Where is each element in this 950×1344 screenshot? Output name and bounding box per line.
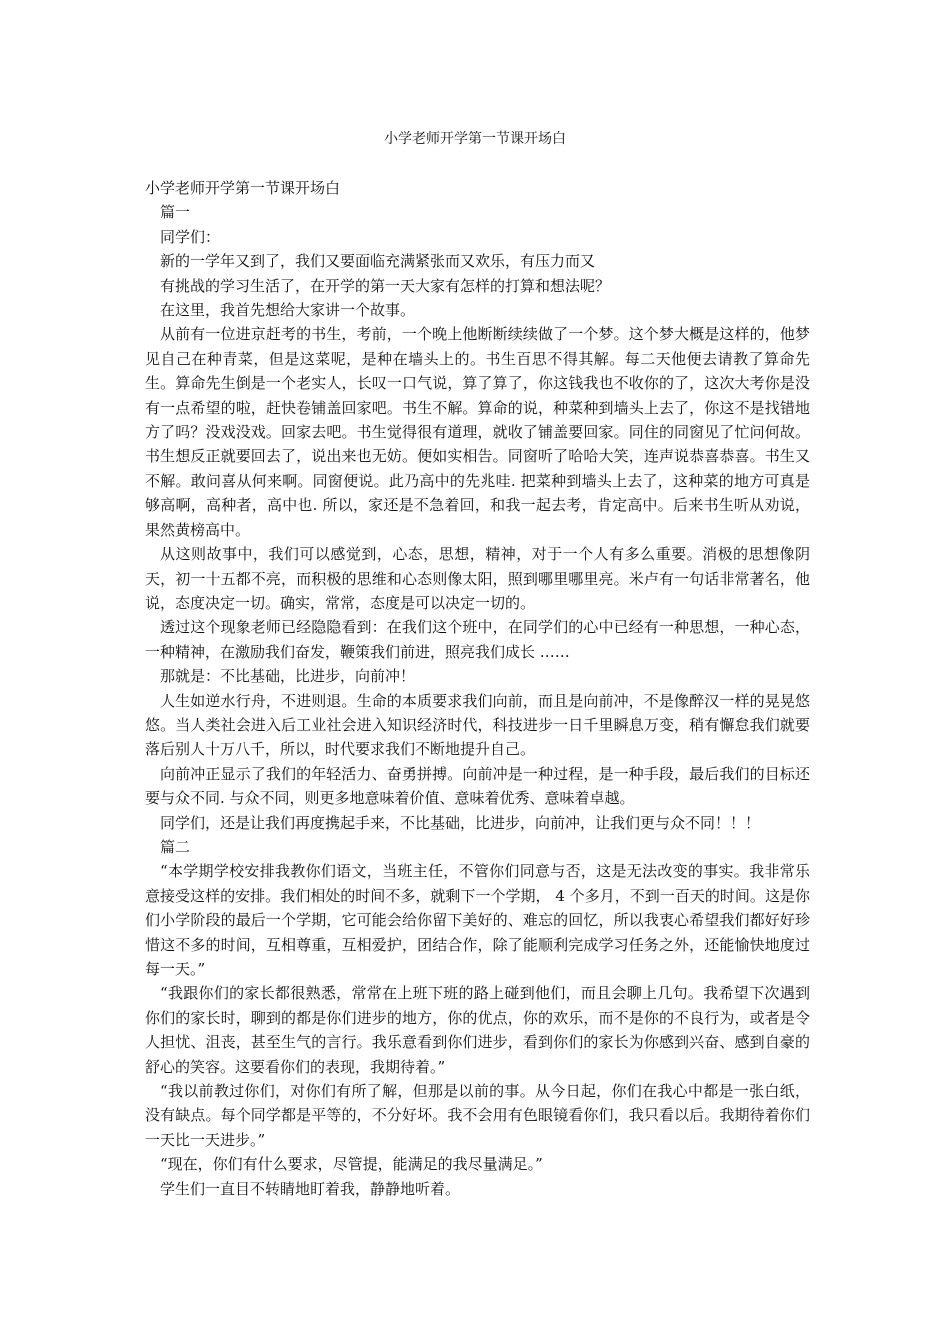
document-body xyxy=(145,176,810,1201)
paragraph: 有挑战的学习生活了，在开学的第一天大家有怎样的打算和想法呢？ xyxy=(160,276,611,295)
paragraph: “我跟你们的家长都很熟悉，常常在上班下班的路上碰到他们，而且会聊上几句。我希望下次遇到你们的家长时，聊到的都是你们进步的地方，你的优点，你的欢乐，而不是你的不良行为，或者是令人担忧、沮丧，甚至生气的言行。我乐意看到你们进步，看到你们的家长为你感到兴奋、感到自豪的舒心的笑容。这要看你们的表现，我期待着。” xyxy=(145,984,810,1076)
salutation: 同学们： xyxy=(160,227,221,246)
paragraph: “本学期学校安排我教你们语文，当班主任，不管你们同意与否，这是无法改变的事实。我非常乐意接受这样的安排。我们相处的时间不多，就剩下一个学期， 4 个多月，不到一百天的时间。这是你们小学阶段的最后一个学期，它可能会给你留下美好的、难忘的回忆，所以我衷心希望我们都好好珍惜这不多的时间，互相尊重，互相爱护，团结合作，除了能顺利完成学习任务之外，还能愉快地度过每一天。” xyxy=(145,862,810,978)
paragraph: 透过这个现象老师已经隐隐看到：在我们这个班中，在同学们的心中已经有一种思想，一种心态，一种精神，在激励我们奋发，鞭策我们前进，照亮我们成长 …… xyxy=(145,618,810,661)
section-label-2: 篇二 xyxy=(160,837,191,856)
paragraph: 人生如逆水行舟，不进则退。生命的本质要求我们向前，而且是向前冲，不是像醉汉一样的晃晃悠悠。当人类社会进入后工业社会进入知识经济时代，科技进步一日千里瞬息万变，稍有懈怠我们就要落后别人十万八千，所以，时代要求我们不断地提升自己。 xyxy=(145,691,810,759)
paragraph: 从这则故事中，我们可以感觉到，心态，思想，精神，对于一个人有多么重要。消极的思想像阴天，初一十五都不亮，而积极的思维和心态则像太阳，照到哪里哪里亮。米卢有一句话非常著名，他说，态度决定一切。确实，常常，态度是可以决定一切的。 xyxy=(145,545,810,612)
document-title: 小学老师开学第一节课开场白 xyxy=(384,131,566,147)
paragraph: 在这里，我首先想给大家讲一个故事。 xyxy=(160,301,416,320)
paragraph: 同学们，还是让我们再度携起手来，不比基础，比进步，向前冲，让我们更与众不同！！！ xyxy=(160,813,761,832)
paragraph: 新的一学年又到了，我们又要面临充满紧张而又欢乐，有压力而又 xyxy=(160,252,596,271)
body-heading: 小学老师开学第一节课开场白 xyxy=(145,179,341,197)
paragraph: 向前冲正显示了我们的年轻活力、奋勇拼搏。向前冲是一种过程，是一种手段，最后我们的目标还要与众不同. 与众不同，则更多地意味着价值、意味着优秀、意味着卓越。 xyxy=(145,764,810,808)
paragraph: 从前有一位进京赶考的书生，考前，一个晚上他断断续续做了一个梦。这个梦大概是这样的，他梦见自己在种青菜，但是这菜呢，是种在墙头上的。书生百思不得其解。每二天他便去请教了算命先生。算命先生倒是一个老实人，长叹一口气说，算了算了，你这钱我也不收你的了，这次大考你是没有一点希望的啦，赶快卷铺盖回家吧。书生不解。算命的说，种菜种到墙头上去了，你这不是找错地方了吗？没戏没戏。回家去吧。书生觉得很有道理，就收了铺盖要回家。同住的同窗见了忙问何故。书生想反正就要回去了，说出来也无妨。便如实相告。同窗听了哈哈大笑，连声说恭喜恭喜。书生又不解。敢问喜从何来啊。同窗便说。此乃高中的先兆哇. 把菜种到墙头上去了，这种菜的地方可真是够高啊，高种者，高中也. 所以，家还是不急着回，和我一起去考，肯定高中。后来书生听从劝说，果然黄榜高中。 xyxy=(145,325,810,539)
paragraph: “现在，你们有什么要求，尽管提，能满足的我尽量满足。” xyxy=(160,1155,543,1174)
paragraph: “我以前教过你们，对你们有所了解，但那是以前的事。从今日起，你们在我心中都是一张白纸，没有缺点。每个同学都是平等的，不分好坏。我不会用有色眼镜看你们，我只看以后。我期待着你们一天比一天进步。” xyxy=(145,1082,810,1149)
paragraph: 那就是：不比基础，比进步，向前冲！ xyxy=(160,667,416,686)
paragraph: 学生们一直目不转睛地盯着我，静静地听着。 xyxy=(160,1179,461,1198)
section-label-1: 篇一 xyxy=(160,203,191,222)
